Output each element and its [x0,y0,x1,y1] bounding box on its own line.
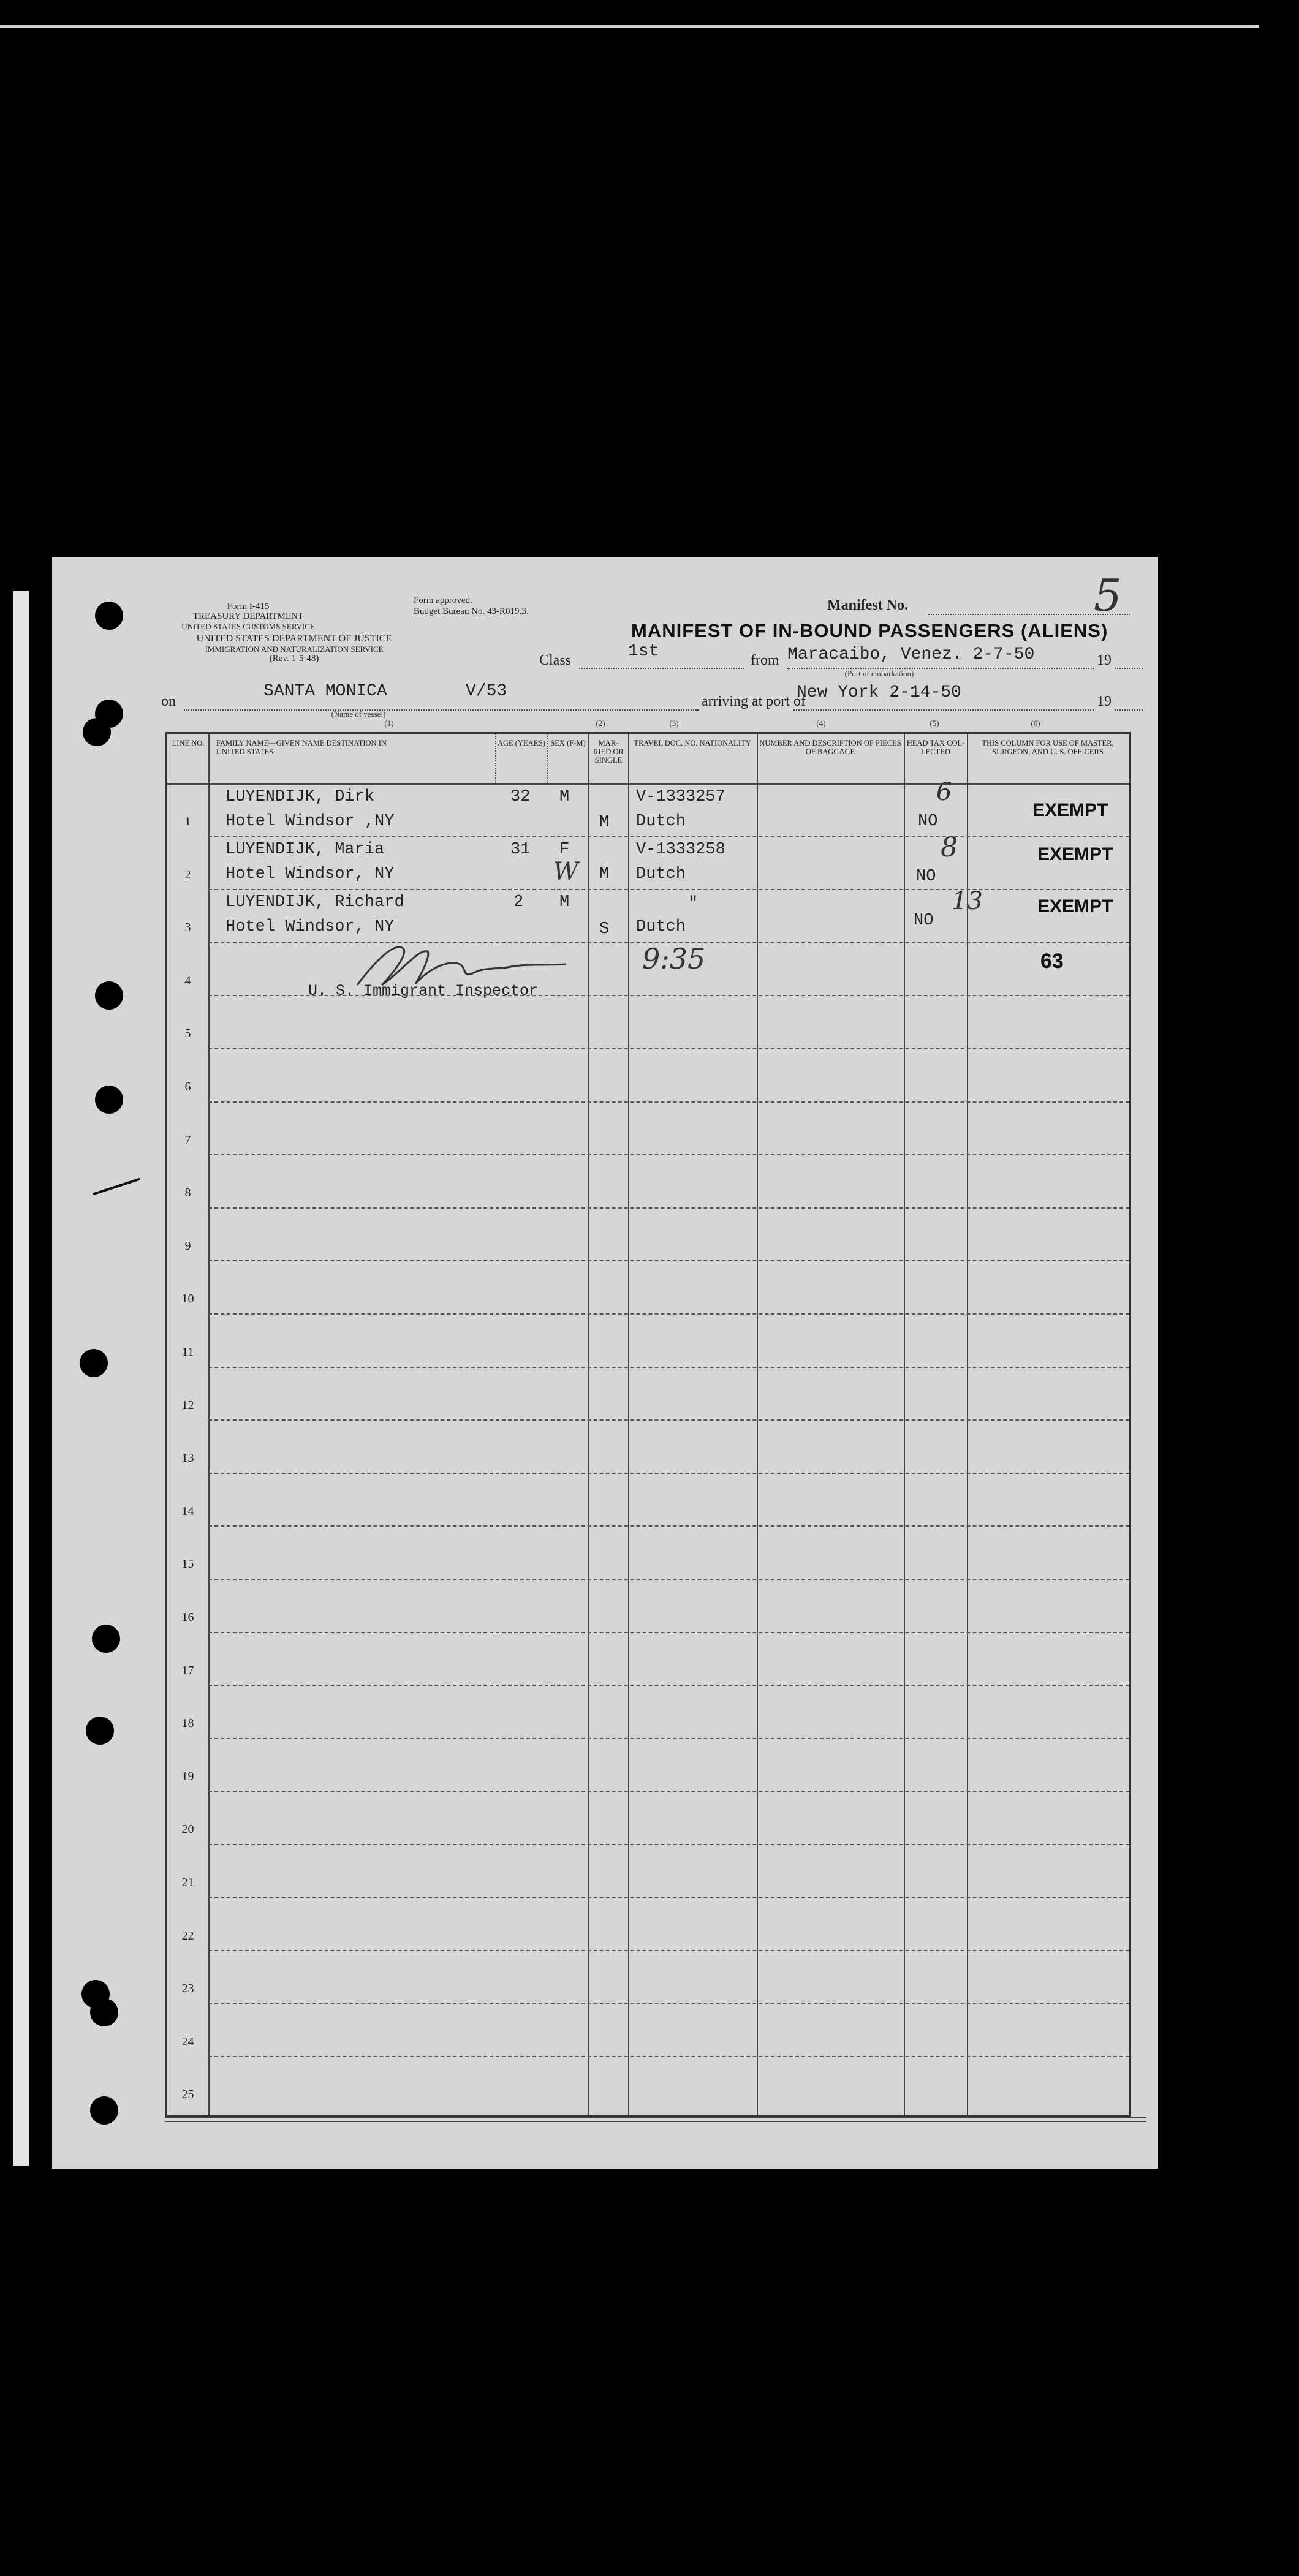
row3-tax-mark: 13 [952,887,983,915]
line-number: 13 [181,1451,194,1465]
row-divider [208,1419,1129,1421]
manifest-no-label: Manifest No. [827,597,908,613]
col-num-3: (3) [669,719,679,728]
punch-hole [95,981,123,1010]
row1-name: LUYENDIJK, Dirk [225,788,375,806]
punch-hole [92,1625,120,1653]
col-num-6: (6) [1031,719,1040,728]
punch-hole [90,1998,118,2026]
col-divider [495,734,496,783]
line-number: 17 [181,1663,194,1677]
punch-hole [95,602,123,630]
row-divider [208,1101,1129,1103]
form-number: Form I-415 [227,602,270,611]
punch-hole [83,718,111,746]
header-separator [167,783,1129,785]
row1-exempt-stamp: EXEMPT [1032,800,1108,820]
vessel-name: SANTA MONICA [263,682,387,701]
budget-bureau: Budget Bureau No. 43-R019.3. [414,606,529,616]
col-divider [208,734,210,2115]
line-number: 10 [181,1292,194,1306]
line-number: 16 [181,1611,194,1624]
header-name: FAMILY NAME—GIVEN NAME DESTINATION IN UNITED STATES [216,739,387,756]
col-divider [588,734,589,2115]
row1-age: 32 [510,788,531,806]
col-num-5: (5) [930,719,939,728]
row3-married: S [599,920,610,939]
row-divider [208,1367,1129,1368]
class-label: Class [539,652,572,668]
row1-nationality: Dutch [636,812,686,831]
row-divider [208,1473,1129,1474]
row-divider [208,1207,1129,1209]
punch-hole [86,1717,114,1745]
row-divider [208,1685,1129,1686]
row2-sex-mark: W [553,858,579,886]
row-divider [208,1579,1129,1580]
manifest-title: MANIFEST OF IN-BOUND PASSENGERS (ALIENS) [631,620,1108,641]
row3-exempt-stamp: EXEMPT [1037,896,1113,916]
row2-travel-doc: V-1333258 [636,840,725,859]
line-number: 23 [181,1982,194,1996]
line-number: 9 [184,1239,191,1253]
customs-service: UNITED STATES CUSTOMS SERVICE [181,622,315,631]
row-divider [208,889,1129,890]
row-divider [208,1844,1129,1845]
row2-exempt-stamp: EXEMPT [1037,844,1113,864]
row-divider [208,2003,1129,2004]
row2-nationality: Dutch [636,865,686,883]
year-1-line [1115,668,1143,669]
header-sex: SEX (F-M) [550,739,586,747]
line-number: 1 [184,815,191,828]
line-number: 8 [184,1186,191,1200]
row2-age: 31 [510,840,531,859]
row1-sex: M [559,788,570,806]
row2-married: M [599,865,610,883]
line-number: 12 [181,1398,194,1412]
arriving-label: arriving at port of [702,693,806,709]
scan-top-edge [0,25,1259,28]
voyage-number: V/53 [466,682,507,701]
class-value: 1st [628,642,659,661]
line-number: 15 [181,1557,194,1571]
row-divider [208,2056,1129,2057]
treasury-dept: TREASURY DEPARTMENT [192,611,304,621]
row2-head-tax: NO [916,867,936,886]
form-approved: Form approved. [414,595,472,605]
on-label: on [161,693,176,709]
row-divider [208,836,1129,837]
arriving-line [793,709,1094,711]
header-head-tax: HEAD TAX COL- LECTED [906,739,965,756]
vessel-caption: (Name of vessel) [331,709,386,719]
header-baggage: NUMBER AND DESCRIPTION OF PIECES OF BAGGAGE [759,739,901,756]
header-married: MAR- RIED OR SINGLE [593,739,624,765]
row1-destination: Hotel Windsor ,NY [225,812,395,831]
row-divider [208,1950,1129,1951]
line-number: 2 [184,867,191,882]
row3-destination: Hotel Windsor, NY [225,918,395,936]
col-divider [904,734,905,2115]
line-number: 4 [184,973,191,988]
manifest-no-value: 5 [1094,570,1122,621]
col-num-4: (4) [816,719,826,728]
inspector-caption: U. S. Immigrant Inspector [308,982,539,1000]
row3-age: 2 [513,893,524,912]
header-travel-doc: TRAVEL DOC. NO. NATIONALITY [634,739,751,747]
footer-rule [165,2117,1146,2118]
vessel-caption-num: (1) [384,719,394,728]
row3-name: LUYENDIJK, Richard [225,893,404,912]
row-divider [208,1260,1129,1261]
row1-married: M [599,814,610,832]
row3-travel-doc: " [688,894,699,913]
signature-time: 9:35 [642,942,706,975]
row1-tax-mark: 6 [936,778,952,806]
from-value: Maracaibo, Venez. 2-7-50 [787,645,1035,664]
line-number: 22 [181,1928,194,1943]
year-2: 19 [1097,693,1112,709]
arriving-value: New York 2-14-50 [797,683,961,702]
punch-hole [90,2096,118,2125]
vessel-line [184,709,699,711]
line-number: 6 [184,1080,191,1093]
line-number: 24 [181,2034,194,2049]
row-divider [208,1048,1129,1049]
year-2-line [1115,709,1143,711]
ins-service: IMMIGRATION AND NATURALIZATION SERVICE [205,644,384,654]
row2-name: LUYENDIJK, Maria [225,840,385,859]
line-number: 14 [181,1504,194,1518]
row2-tax-mark: 8 [941,832,958,863]
line-number: 19 [181,1769,194,1783]
row1-travel-doc: V-1333257 [636,788,725,806]
row2-destination: Hotel Windsor, NY [225,865,395,883]
col-divider [628,734,629,2115]
from-label: from [751,652,779,668]
scan-left-strip [13,591,29,2166]
header-age: AGE (YEARS) [497,739,546,747]
revision: (Rev. 1-5-48) [269,654,319,663]
row2-sex: F [559,840,570,859]
row-divider [208,1154,1129,1155]
line-number: 5 [184,1027,191,1041]
punch-hole [95,1086,123,1114]
row-divider [208,1897,1129,1898]
port-embark-caption: (Port of embarkation) [844,669,914,678]
row3-nationality: Dutch [636,918,686,936]
footer-rule [165,2121,1146,2122]
row3-sex: M [559,893,570,912]
year-1: 19 [1097,652,1112,668]
row-divider [208,1313,1129,1315]
line-number: 18 [181,1717,194,1731]
row-divider [208,1525,1129,1527]
header-line-no: LINE NO. [172,739,205,747]
col-divider [757,734,758,2115]
class-line [579,668,744,669]
row-divider [208,1632,1129,1633]
pen-mark [93,1178,140,1196]
row3-head-tax: NO [914,912,934,930]
row-divider [208,1738,1129,1739]
line-number: 11 [181,1345,194,1359]
col-divider [967,734,968,2115]
punch-hole [80,1349,108,1377]
line-number: 3 [184,921,191,935]
row-divider [208,1791,1129,1792]
row4-number: 63 [1040,950,1064,973]
col-num-2: (2) [596,719,605,728]
line-number: 21 [181,1876,194,1889]
line-number: 20 [181,1822,194,1837]
line-number: 7 [184,1133,191,1147]
manifest-page [52,557,1158,2169]
justice-dept: UNITED STATES DEPARTMENT OF JUSTICE [196,633,392,644]
passenger-table [165,732,1131,2117]
line-number: 25 [181,2088,194,2102]
row1-head-tax: NO [918,812,938,831]
header-officer-use: THIS COLUMN FOR USE OF MASTER, SURGEON, AND U. S. OFFICERS [982,739,1114,756]
